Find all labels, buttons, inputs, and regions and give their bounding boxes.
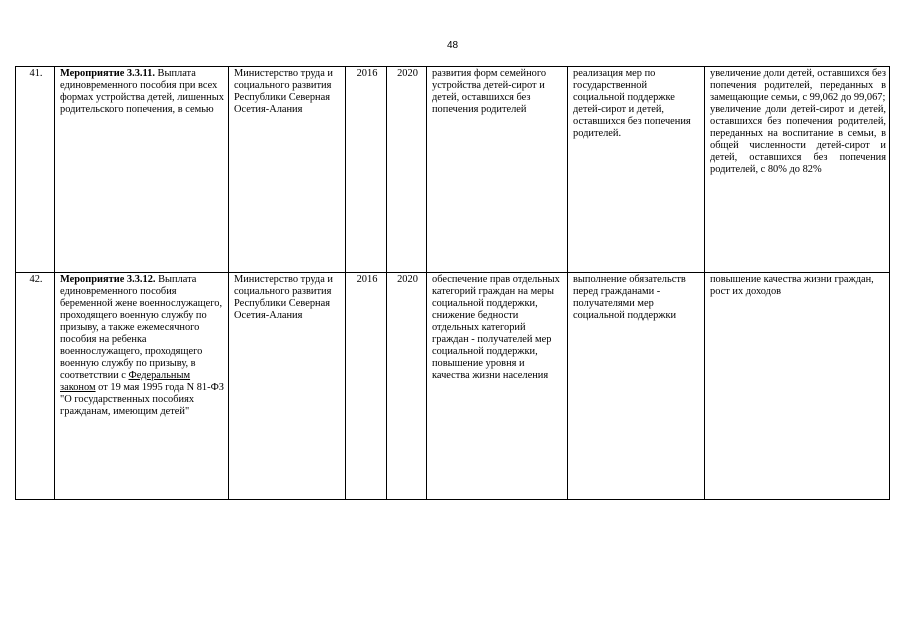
measure-text: Выплата единовременного пособия при всех формах устройства детей, лишенных родительского попечения, в семью	[60, 68, 224, 115]
measures-table	[15, 66, 890, 500]
measure-title: Мероприятие 3.3.12.	[60, 274, 156, 285]
task-cell: развития форм семейного устройства детей-сирот и детей, оставшихся без попечения родителей	[427, 67, 568, 273]
executor-cell: Министерство труда и социального развития Республики Северная Осетия-Алания	[229, 273, 346, 500]
page-number: 48	[446, 40, 459, 51]
year-end-cell: 2020	[387, 273, 427, 500]
year-start-cell: 2016	[346, 67, 387, 273]
table-row	[16, 273, 890, 500]
measure-title: Мероприятие 3.3.11.	[60, 68, 155, 79]
measure-text: Выплата единовременного пособия беременной жене военнослужащего, проходящего военную службу по призыву, а также ежемесячного пособия на ребенка военнослужащего, проходящего военную службу по призыву, в соответствии с	[60, 274, 223, 381]
result-cell: выполнение обязательств перед гражданами - получателями мер социальной поддержки	[568, 273, 705, 500]
indicator-cell	[705, 67, 890, 273]
measure-text-tail: от 19 мая 1995 года N 81-ФЗ "О государственных пособиях гражданам, имеющим детей"	[60, 382, 224, 417]
measure-cell	[55, 67, 229, 273]
row-number-cell: 42.	[16, 273, 55, 500]
executor-cell: Министерство труда и социального развития Республики Северная Осетия-Алания	[229, 67, 346, 273]
result-cell: реализация мер по государственной социальной поддержке детей-сирот и детей, оставшихся без попечения родителей.	[568, 67, 705, 273]
task-cell: обеспечение прав отдельных категорий граждан на меры социальной поддержки, снижение бедности отдельных категорий граждан - получателей мер социальной поддержки, повышение уровня и качества жизни населения	[427, 273, 568, 500]
indicator-cell: повышение качества жизни граждан, рост их доходов	[705, 273, 890, 500]
row-number-cell: 41.	[16, 67, 55, 273]
federal-law-link[interactable]: Федеральным законом	[60, 370, 191, 393]
table-row	[16, 67, 890, 273]
year-start-cell: 2016	[346, 273, 387, 500]
indicator-paragraph: увеличение доли детей, оставшихся без попечения родителей, переданных в замещающие семьи, с 99,062 до 99,067;	[710, 68, 886, 103]
indicator-paragraph: увеличение доли детей-сирот и детей, оставшихся без попечения родителей, переданных на воспитание в семьи, в общей численности детей-сирот и детей, оставшихся без попечения родителей, с 80% до 82%	[710, 104, 886, 175]
year-end-cell: 2020	[387, 67, 427, 273]
measure-cell	[55, 273, 229, 500]
